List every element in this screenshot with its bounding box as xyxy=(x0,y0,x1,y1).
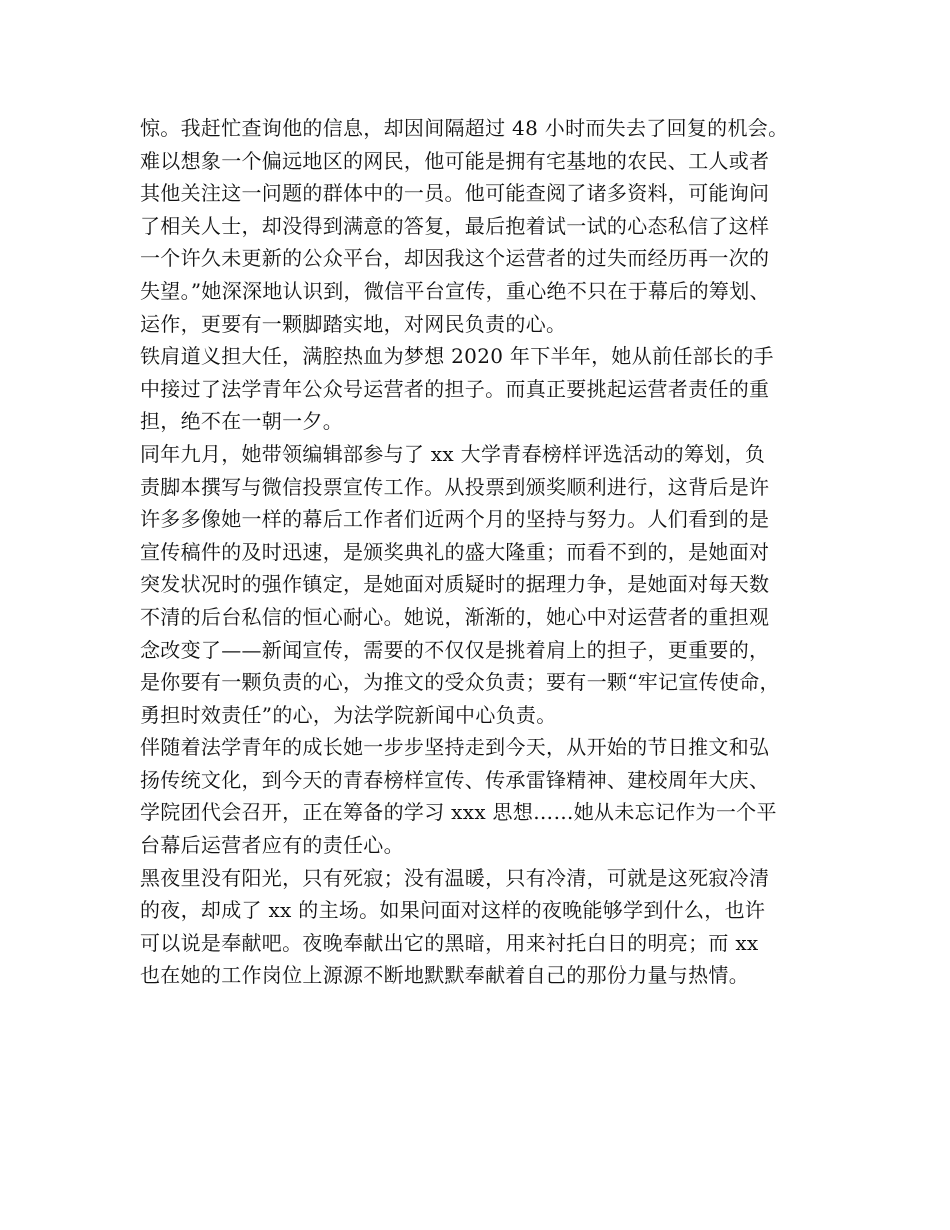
text-line: 宣传稿件的及时迅速，是颁奖典礼的盛大隆重；而看不到的，是她面对 xyxy=(140,539,770,564)
text-line: 运作，更要有一颗脚踏实地，对网民负责的心。 xyxy=(140,311,567,336)
text-line: 难以想象一个偏远地区的网民，他可能是拥有宅基地的农民、工人或者 xyxy=(140,148,770,173)
text-line: 的夜，却成了 xx 的主场。如果问面对这样的夜晚能够学到什么，也许 xyxy=(140,898,766,923)
text-line: 也在她的工作岗位上源源不断地默默奉献着自己的那份力量与热情。 xyxy=(140,963,749,988)
text-line: 担，绝不在一朝一夕。 xyxy=(140,409,343,434)
text-line: 责脚本撰写与微信投票宣传工作。从投票到颁奖顺利进行，这背后是许 xyxy=(140,474,770,499)
text-line: 不清的后台私信的恒心耐心。她说，渐渐的，她心中对运营者的重担观 xyxy=(140,604,770,629)
text-line: 失望。”她深深地认识到，微信平台宣传，重心绝不只在于幕后的筹划、 xyxy=(140,278,770,303)
text-line: 突发状况时的强作镇定，是她面对质疑时的据理力争，是她面对每天数 xyxy=(140,572,770,597)
text-line: 同年九月，她带领编辑部参与了 xx 大学青春榜样评选活动的筹划，负 xyxy=(140,441,766,466)
text-line: 许多多像她一样的幕后工作者们近两个月的坚持与努力。人们看到的是 xyxy=(140,507,770,532)
text-line: 扬传统文化，到今天的青春榜样宣传、传承雷锋精神、建校周年大庆、 xyxy=(140,767,770,792)
text-line: 其他关注这一问题的群体中的一员。他可能查阅了诸多资料，可能询问 xyxy=(140,181,770,206)
text-line: 学院团代会召开，正在筹备的学习 xxx 思想……她从未忘记作为一个平 xyxy=(140,800,777,825)
text-line: 念改变了——新闻宣传，需要的不仅仅是挑着肩上的担子，更重要的， xyxy=(140,637,770,662)
document-body xyxy=(140,112,830,992)
text-line: 了相关人士，却没得到满意的答复，最后抱着试一试的心态私信了这样 xyxy=(140,213,770,238)
text-line: 是你要有一颗负责的心，为推文的受众负责；要有一颗“牢记宣传使命， xyxy=(140,670,780,695)
text-line: 惊。我赶忙查询他的信息，却因间隔超过 48 小时而失去了回复的机会。 xyxy=(140,116,789,140)
text-line: 一个许久未更新的公众平台，却因我这个运营者的过失而经历再一次的 xyxy=(140,246,770,271)
text-line: 台幕后运营者应有的责任心。 xyxy=(140,833,404,858)
text-line: 中接过了法学青年公众号运营者的担子。而真正要挑起运营者责任的重 xyxy=(140,376,770,401)
text-line: 可以说是奉献吧。夜晚奉献出它的黑暗，用来衬托白日的明亮；而 xx xyxy=(140,930,759,955)
text-line: 伴随着法学青年的成长她一步步坚持走到今天，从开始的节日推文和弘 xyxy=(140,735,770,760)
text-line: 勇担时效责任”的心，为法学院新闻中心负责。 xyxy=(140,702,557,727)
text-line: 黑夜里没有阳光，只有死寂；没有温暖，只有冷清，可就是这死寂冷清 xyxy=(140,865,770,890)
text-line: 铁肩道义担大任，满腔热血为梦想 2020 年下半年，她从前任部长的手 xyxy=(140,344,774,369)
